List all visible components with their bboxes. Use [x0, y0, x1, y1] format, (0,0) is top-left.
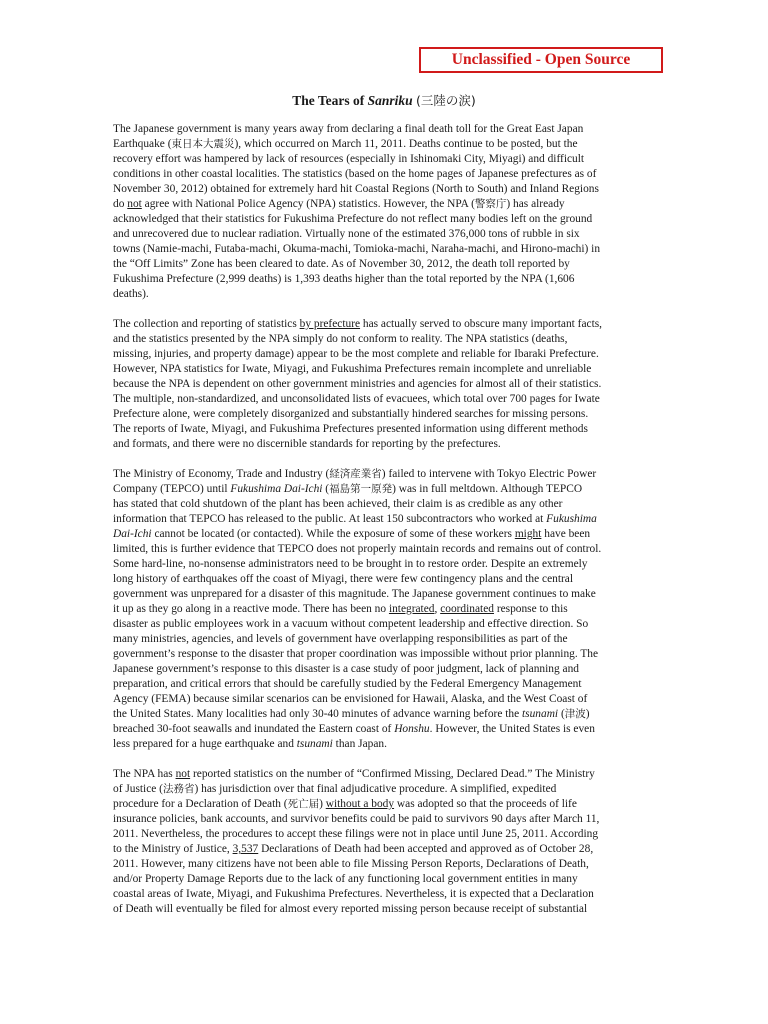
text-run: 東日本大震災 [171, 138, 235, 150]
text-run: might [514, 528, 542, 540]
text-run: have been limited, this is further evidence that TEPCO does not properly maintain records and remains out of control. Some hard-line, no-nonsense administrators need to be brought in to restore order. Despite an extremely long history of earthquakes off the coast of Miyagi, there were few contingency plans and the central government was unprepared for a disaster of this magnitude. The Japanese government continues to make it up as they go along in a reactive mode. There has been no [113, 528, 602, 615]
text-run: not [127, 198, 142, 210]
title-prefix: The Tears of [292, 93, 368, 108]
text-run: Honshu [394, 723, 430, 735]
text-run: ) has already acknowledged that their statistics for Fukushima Prefecture do not reflect many bodies left on the ground and unrecovered due to nuclear radiation. Virtually none of the estimated 376,000 tons of rubble in six towns (Namie-machi, Futaba-machi, Okuma-machi, Tomioka-machi, Naraha-machi, and Hirono-machi) in the “Off Limits” Zone has been cleared to date. As of November 30, 2012, the death toll reported by Fukushima Prefecture (2,999 deaths) is 1,393 deaths higher than the total reported by the NPA (1,606 deaths). [113, 198, 601, 300]
text-run: ) breached 30-foot seawalls and inundated the Eastern coast of [113, 708, 590, 735]
text-run: reported statistics on the number of “Confirmed Missing, Declared Dead.” The Ministry of Justice ( [113, 768, 595, 795]
text-run: ) was in full meltdown. Although TEPCO has stated that cold shutdown of the plant has been achieved, their claim is as credible as any other information that TEPCO has released to the public. At least 150 subcontractors who worked at [113, 483, 583, 525]
text-run: 経済産業省 [329, 468, 382, 480]
paragraph-3 [113, 467, 657, 752]
text-run: ), which occurred on March 11, 2011. Deaths continue to be posted, but the recovery effort was hampered by lack of resources (especially in Ishinomaki City, Miyagi) and difficult conditions in other coastal localities. The statistics (based on the home pages of Japanese prefectures as of November 30, 2012) obtained for extremely hard hit Coastal Regions (North to South) and Inland Regions do [113, 138, 599, 210]
document-title [0, 91, 768, 109]
text-run: without a body [325, 798, 395, 810]
text-run: than Japan. [332, 738, 387, 750]
title-japanese: (三陸の涙) [416, 93, 476, 108]
title-italic: Sanriku [367, 93, 413, 108]
text-run: Declarations of Death had been accepted and approved as of October 28, 2011. However, many citizens have not been able to file Missing Person Reports, Declarations of Death, and/or Property Damage Reports due to the lack of any functioning local government entities in many coastal areas of Iwate, Miyagi, and Fukushima Prefectures. Nevertheless, it is expected that a Declaration of Death will eventually be filed for almost every reported missing person because receipt of substantial [113, 843, 594, 915]
text-run: has actually served to obscure many important facts, and the statistics presented by the NPA simply do not conform to reality. The NPA statistics (deaths, missing, injuries, and property damage) appear to be the most complete and reliable for Ibaraki Prefecture. However, NPA statistics for Iwate, Miyagi, and Fukushima Prefectures remain incomplete and unreliable because the NPA is dependent on other government ministries and agencies for almost all of their statistics. The multiple, non-standardized, and unconsolidated lists of evacuees, which total over 700 pages for Iwate Prefecture alone, were completely disorganized and substantially hindered searches for missing persons. The reports of Iwate, Miyagi, and Fukushima Prefectures presented information using different methods and formats, and there were no discernible standards for reporting by the prefectures. [113, 318, 603, 450]
text-run: Fukushima Dai-Ichi [230, 483, 323, 495]
text-run: , [434, 603, 441, 615]
text-run: ( [558, 708, 565, 720]
text-run: 3,537 [232, 843, 259, 855]
classification-banner: Unclassified - Open Source [419, 47, 663, 73]
text-run: ) has jurisdiction over that final adjudicative procedure. A simplified, expedited procedure for a Declaration of Death ( [113, 783, 557, 810]
text-run: agree with National Police Agency (NPA) statistics. However, the NPA ( [141, 198, 475, 210]
text-run: ) failed to intervene with Tokyo Electric Power Company (TEPCO) until [113, 468, 597, 495]
text-run: The Ministry of Economy, Trade and Industry ( [113, 468, 330, 480]
text-run: tsunami [522, 708, 559, 720]
text-run: by prefecture [299, 318, 361, 330]
paragraph-2 [113, 317, 657, 452]
document-body [113, 122, 657, 932]
text-run: was adopted so that the proceeds of life insurance policies, bank accounts, and survivor benefits could be paid to survivors 90 days after March 11, 2011. Nevertheless, the procedures to accept these filings were not in place until June 25, 2011. According to the Ministry of Justice, [113, 798, 600, 855]
text-run: 福島第一原発 [329, 483, 393, 495]
text-run: The collection and reporting of statistics [113, 318, 300, 330]
text-run: The NPA has [113, 768, 176, 780]
text-run: 警察庁 [474, 198, 507, 210]
text-run: response to this disaster as public employees work in a vacuum without competent leadership and effective direction. So many ministries, agencies, and levels of government have overlapping responsibilities as part of the government’s response to the disaster that proper coordination was impossible without prior planning. The Japanese government’s response to this disaster is a case study of poor judgment, lack of planning and preparation, and critical errors that should be carefully studied by the Federal Emergency Management Agency (FEMA) because similar scenarios can be envisioned for Hawaii, Alaska, and the West Coast of the United States. Many localities had only 30-40 minutes of advance warning before the [113, 603, 599, 720]
text-run: coordinated [440, 603, 494, 615]
paragraph-1 [113, 122, 657, 302]
text-run: 法務省 [162, 783, 195, 795]
text-run: integrated [388, 603, 435, 615]
text-run: cannot be located (or contacted). While the exposure of some of these workers [151, 528, 515, 540]
text-run: . However, the United States is even less prepared for a huge earthquake and [113, 723, 595, 750]
text-run: tsunami [296, 738, 333, 750]
text-run: 死亡届 [287, 798, 320, 810]
text-run: ( [322, 483, 330, 495]
text-run: The Japanese government is many years away from declaring a final death toll for the Great East Japan Earthquake ( [113, 123, 584, 150]
text-run: not [175, 768, 191, 780]
text-run: Fukushima Dai-Ichi [113, 513, 597, 540]
text-run: 津波 [564, 708, 586, 720]
paragraph-4 [113, 767, 657, 917]
text-run: ) [319, 798, 326, 810]
